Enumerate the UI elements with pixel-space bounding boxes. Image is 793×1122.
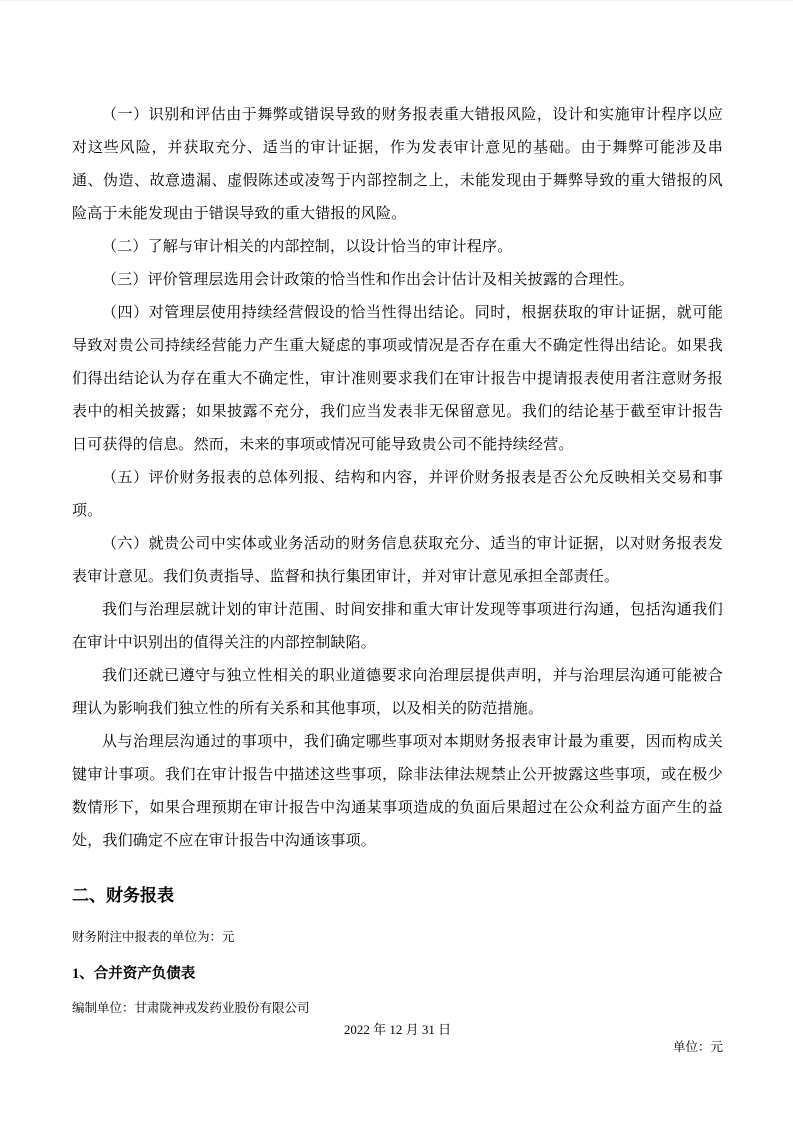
body-paragraph-1: （一）识别和评估由于舞弊或错误导致的财务报表重大错报风险，设计和实施审计程序以应对这些风险，并获取充分、适当的审计证据，作为发表审计意见的基础。由于舞弊可能涉及串通、伪造、故意遗漏、虚假陈述或凌驾于内部控制之上，未能发现由于舞弊导致的重大错报的风险高于未能发现由于错误导致的重大错报的风险。 xyxy=(72,107,723,222)
body-paragraph-3: （三）评价管理层选用会计政策的恰当性和作出会计估计及相关披露的合理性。 xyxy=(102,272,635,288)
body-paragraph-6: （六）就贵公司中实体或业务活动的财务信息获取充分、适当的审计证据，以对财务报表发表审计意见。我们负责指导、监督和执行集团审计，并对审计意见承担全部责任。 xyxy=(72,536,723,585)
body-paragraph-4: （四）对管理层使用持续经营假设的恰当性得出结论。同时，根据获取的审计证据，就可能导致对贵公司持续经营能力产生重大疑虑的事项或情况是否存在重大不确定性得出结论。如果我们得出结论认为存在重大不确定性，审计准则要求我们在审计报告中提请报表使用者注意财务报表中的相关披露；如果披露不充分，我们应当发表非无保留意见。我们的结论基于截至审计报告日可获得的信息。然而，未来的事项或情况可能导致贵公司不能持续经营。 xyxy=(72,305,723,453)
prepared-by-line xyxy=(72,1000,723,1017)
unit-label: 单位：元 xyxy=(672,1040,723,1054)
page-content xyxy=(72,99,723,1056)
body-paragraph-9: 从与治理层沟通过的事项中，我们确定哪些事项对本期财务报表审计最为重要，因而构成关键审计事项。我们在审计报告中描述这些事项，除非法律法规禁止公开披露这些事项，或在极少数情形下，如果合理预期在审计报告中沟通某事项造成的负面后果超过在公众利益方面产生的益处，我们确定不应在审计报告中沟通该事项。 xyxy=(72,734,723,849)
subsection-heading-consolidated-balance-sheet: 1、合并资产负债表 xyxy=(72,966,196,982)
statement-date: 2022 年 12 月 31 日 xyxy=(343,1022,452,1037)
body-paragraph-2: （二）了解与审计相关的内部控制，以设计恰当的审计程序。 xyxy=(102,239,513,255)
body-paragraph-5: （五）评价财务报表的总体列报、结构和内容，并评价财务报表是否公允反映相关交易和事项。 xyxy=(72,470,723,519)
body-paragraph-8: 我们还就已遵守与独立性相关的职业道德要求向治理层提供声明，并与治理层沟通可能被合理认为影响我们独立性的所有关系和其他事项，以及相关的防范措施。 xyxy=(72,668,723,717)
prepared-by-label: 编制单位： xyxy=(72,1001,135,1015)
audit-responsibility-section xyxy=(72,99,723,858)
section-heading-financial-statements: 二、财务报表 xyxy=(72,886,174,905)
body-paragraph-7: 我们与治理层就计划的审计范围、时间安排和重大审计发现等事项进行沟通，包括沟通我们在审计中识别出的值得关注的内部控制缺陷。 xyxy=(72,602,723,651)
note-unit-line: 财务附注中报表的单位为：元 xyxy=(72,930,235,944)
company-name: 甘肃陇神戎发药业股份有限公司 xyxy=(134,1001,310,1015)
